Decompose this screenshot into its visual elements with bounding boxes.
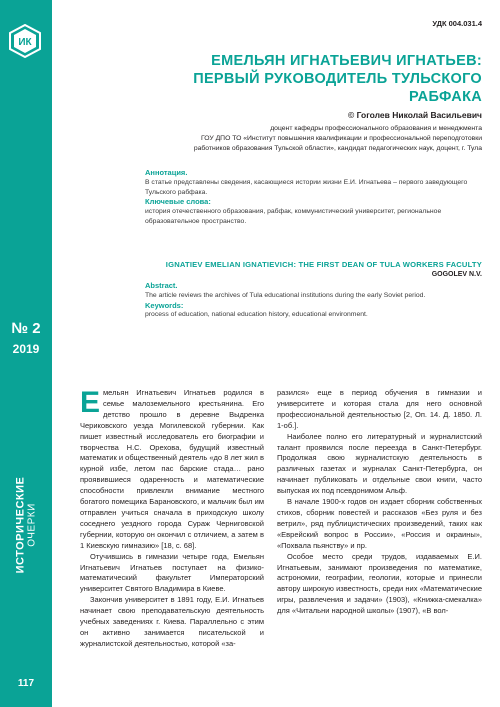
abstract-label-en: Abstract.	[145, 281, 178, 290]
title-line-2: ПЕРВЫЙ РУКОВОДИТЕЛЬ ТУЛЬСКОГО РАБФАКА	[193, 71, 482, 105]
body-column-right	[277, 388, 482, 617]
page-number: 117	[17, 678, 35, 689]
section-main: ИСТОРИЧЕСКИЕ	[14, 476, 27, 574]
issue-number: № 2	[11, 320, 41, 337]
english-author: GOGOLEV N.V.	[431, 271, 482, 278]
journal-logo-icon	[8, 24, 42, 58]
section-sub: ОЧЕРКИ	[26, 503, 38, 547]
affiliation-line: доцент кафедры профессионального образования и менеджмента	[270, 125, 482, 132]
abstract-text-en: The article reviews the archives of Tula educational institutions during the early Soviet period.	[145, 291, 426, 299]
body-paragraph: Особое место среди трудов, издаваемых Е.И. Игнатьевым, занимают произведения по математике, астрономии, географии, геологии, которые и принесли автору широкую известность, среди них «Математические игры, развлечения и задачи» (1903), «Книжка-смекалка» для «Читальни народной школы» (1907), «В вол-	[277, 551, 482, 616]
author-name: © Гоголев Николай Васильевич	[348, 110, 482, 120]
body-paragraph: Наиболее полно его литературный и журналистский талант проявился после переезда в Санкт-Петербург. Продолжая свою журналистскую деятельность в различных газетах и журналах Санкт-Петербурга, он начинает публиковать и отдельные свои книги, часто выпуская их под псевдонимом Альф.	[277, 431, 482, 496]
body-paragraph: Закончив университет в 1891 году, Е.И. Игнатьев начинает свою преподавательскую деятельность учебных заведениях г. Киева. Параллельно с этим он активно занимается писательской и журналистской деятельностью, которой «за-	[80, 595, 264, 648]
abstract-label: Аннотация.	[145, 168, 188, 177]
keywords-label: Ключевые слова:	[145, 197, 211, 207]
body-paragraph: В начале 1900-х годов он издает сборник собственных стихов, сборник повестей и рассказов «Без руля и без ветрил», ряд публицистических произведений, таких как «Еврейский вопрос в России», «Россия и окраины», «Похвала пьянству» и пр.	[277, 497, 482, 550]
body-paragraph	[80, 388, 264, 552]
author-affiliation	[120, 124, 482, 153]
abstract-en	[145, 281, 482, 320]
section-label	[6, 470, 46, 580]
keywords-text: история отечественного образования, рабфак, коммунистический университет, региональное образовательное пространство.	[145, 208, 442, 225]
paragraph-text: мельян Игнатьевич Игнатьев родился в семье малоземельного крестьянина. Его детство прошло в деревне Выдренка Чериковского уезда Могилевской губернии. Как пишет известный исследователь его биографии и творчества Н.С. Орехова, будущий известный математик и общественный деятель «до 8 лет жил в курной избе, летом пас барские стада… рано проявившиеся одаренность и математические способности привлекли внимание местного богатого помещика Барановского, и мальчик был им отправлен учиться сначала в приходскую школу соседнего уездного города Сураж Черниговской губернии, которую он окончил с отличием, а затем в 1 Киевскую гимназию» [18, с. 68].	[80, 388, 264, 550]
abstract-text: В статье представлены сведения, касающиеся истории жизни Е.И. Игнатьева – первого заведующего Тульского рабфака.	[145, 178, 468, 196]
issue-year: 2019	[12, 342, 40, 356]
keywords-text-en: process of education, national education history, educational environment.	[145, 311, 368, 319]
affiliation-line: работников образования Тульской области», кандидат педагогических наук, доцент, г. Тула	[193, 144, 482, 152]
body-column-left	[80, 388, 264, 650]
affiliation-line: ГОУ ДПО ТО «Институт повышения квалификации и профессиональной переподготовки	[200, 134, 482, 142]
abstract-ru	[145, 168, 482, 227]
keywords-label-en: Keywords:	[145, 300, 184, 310]
title-line-1: ЕМЕЛЬЯН ИГНАТЬЕВИЧ ИГНАТЬЕВ:	[211, 53, 482, 69]
drop-cap: Е	[80, 386, 101, 419]
udk-code: УДК 004.031.4	[432, 19, 482, 28]
body-paragraph: разился» еще в период обучения в гимназии и университете и которая стала для него основной профессиональной деятельностью [2, Оп. 14. Д. 1850. Л. 1-об.].	[277, 388, 482, 430]
left-sidebar	[0, 0, 52, 707]
body-paragraph: Отучившись в гимназии четыре года, Емельян Игнатьевич Игнатьев поступает на физико-математический факультет Императорский университет Святого Владимира в Киеве.	[80, 551, 264, 594]
english-title: IGNATIEV EMELIAN IGNATIEVICH: THE FIRST DEAN OF TULA WORKERS FACULTY	[165, 260, 482, 269]
logo-text: ИК	[18, 37, 32, 48]
article-title	[120, 52, 482, 106]
